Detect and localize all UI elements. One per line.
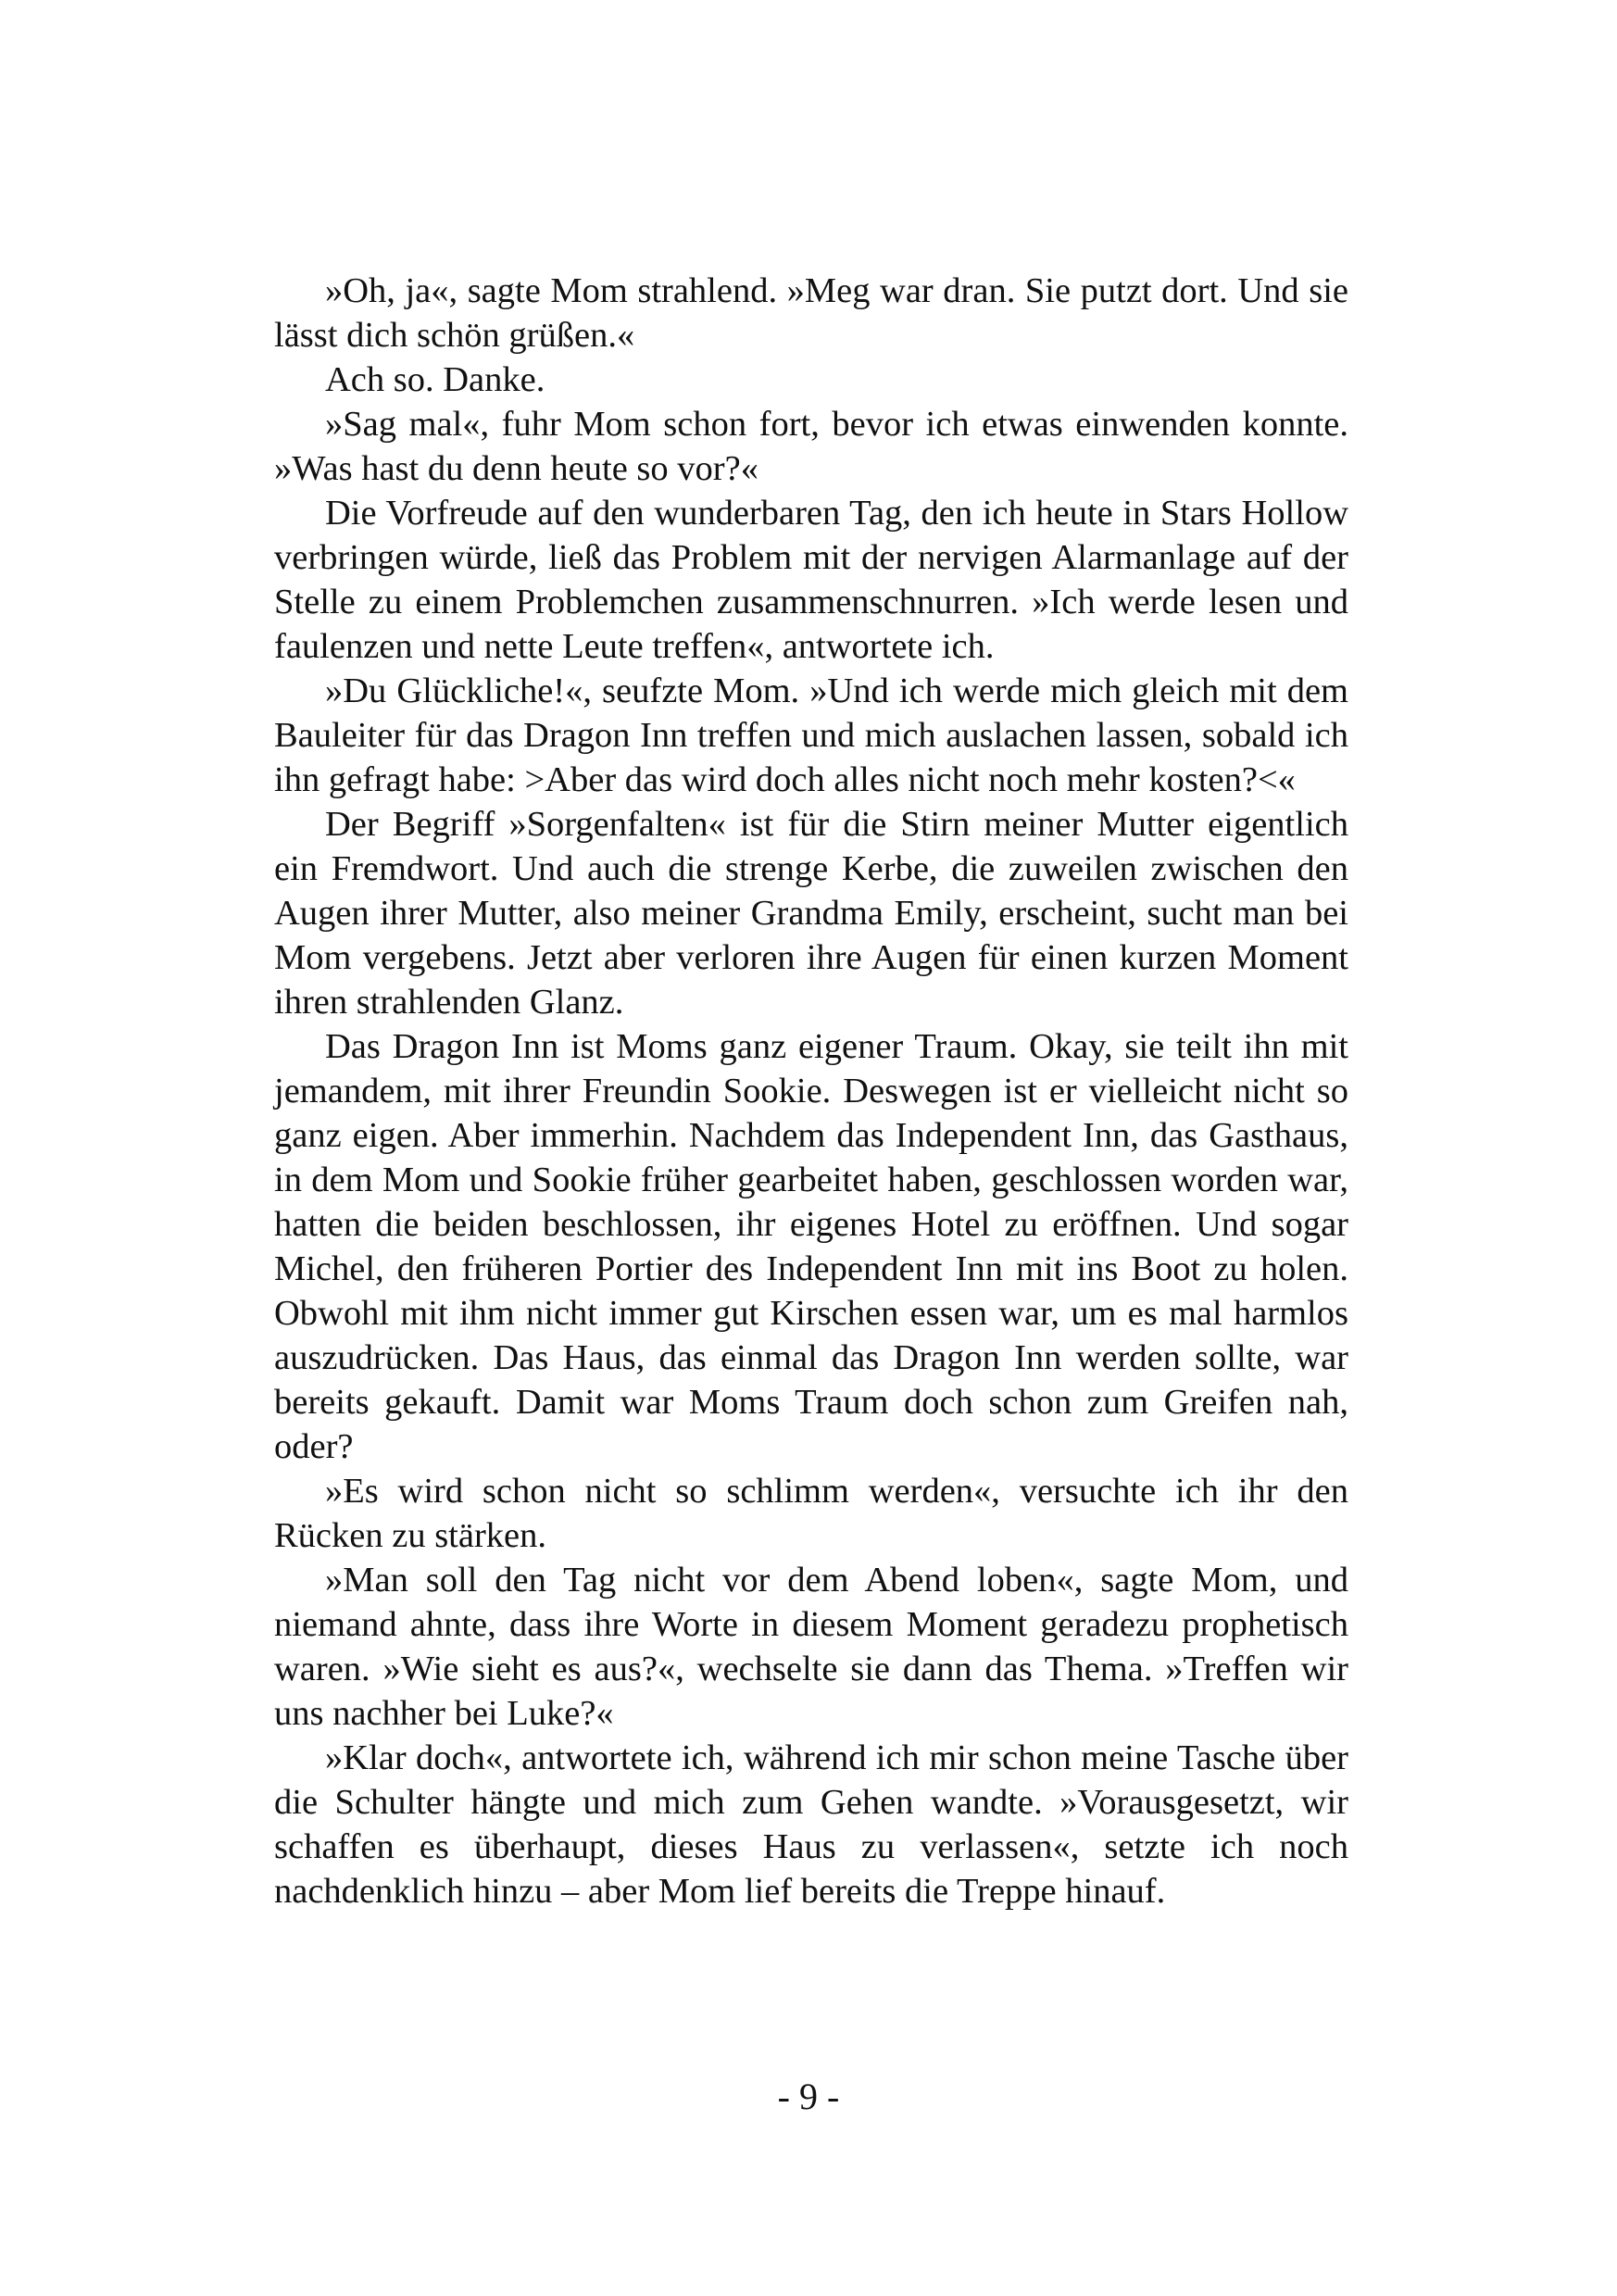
paragraph: »Klar doch«, antwortete ich, während ich mir schon meine Tasche über die Schulter hängte und mich zum Gehen wandte. »Vorausgesetzt, wir schaffen es überhaupt, dieses Haus zu verlassen«, setzte ich noch nachdenklich hinzu – aber Mom lief bereits die Treppe hinauf. — [274, 1738, 1348, 1911]
paragraph: Die Vorfreude auf den wunderbaren Tag, den ich heute in Stars Hollow verbringen würde, ließ das Problem mit der nervigen Alarmanlage auf der Stelle zu einem Problemchen zusammenschnurren. »Ich werde lesen und faulenzen und nette Leute treffen«, antwortete ich. — [274, 494, 1348, 666]
paragraph: »Oh, ja«, sagte Mom strahlend. »Meg war dran. Sie putzt dort. Und sie lässt dich schön grüßen.« — [274, 271, 1348, 355]
paragraph: »Du Glückliche!«, seufzte Mom. »Und ich werde mich gleich mit dem Bauleiter für das Dragon Inn treffen und mich auslachen lassen, sobald ich ihn gefragt habe: >Aber das wird doch alles nicht noch mehr kosten?<« — [274, 671, 1348, 799]
paragraph: »Sag mal«, fuhr Mom schon fort, bevor ich etwas einwenden konnte. »Was hast du denn heute so vor?« — [274, 405, 1348, 488]
paragraph: Der Begriff »Sorgenfalten« ist für die Stirn meiner Mutter eigentlich ein Fremdwort. Und auch die strenge Kerbe, die zuweilen zwischen den Augen ihrer Mutter, also meiner Grandma Emily, erscheint, sucht man bei Mom vergebens. Jetzt aber verloren ihre Augen für einen kurzen Moment ihren strahlenden Glanz. — [274, 805, 1348, 1022]
paragraph: Ach so. Danke. — [325, 360, 545, 399]
page-number: - 9 - — [777, 2076, 840, 2117]
paragraph: »Es wird schon nicht so schlimm werden«, versuchte ich ihr den Rücken zu stärken. — [274, 1472, 1348, 1555]
body-text — [274, 269, 1348, 1913]
paragraph: Das Dragon Inn ist Moms ganz eigener Traum. Okay, sie teilt ihn mit jemandem, mit ihrer Freundin Sookie. Deswegen ist er vielleicht nicht so ganz eigen. Aber immerhin. Nachdem das Independent Inn, das Gasthaus, in dem Mom und Sookie früher gearbeitet haben, geschlossen worden war, hatten die beiden beschlossen, ihr eigenes Hotel zu eröffnen. Und sogar Michel, den früheren Portier des Independent Inn mit ins Boot zu holen. Obwohl mit ihm nicht immer gut Kirschen essen war, um es mal harmlos auszudrücken. Das Haus, das einmal das Dragon Inn werden sollte, war bereits gekauft. Damit war Moms Traum doch schon zum Greifen nah, oder? — [274, 1027, 1348, 1466]
paragraph: »Man soll den Tag nicht vor dem Abend loben«, sagte Mom, und niemand ahnte, dass ihre Worte in diesem Moment geradezu prophetisch waren. »Wie sieht es aus?«, wechselte sie dann das Thema. »Treffen wir uns nachher bei Luke?« — [274, 1561, 1348, 1733]
